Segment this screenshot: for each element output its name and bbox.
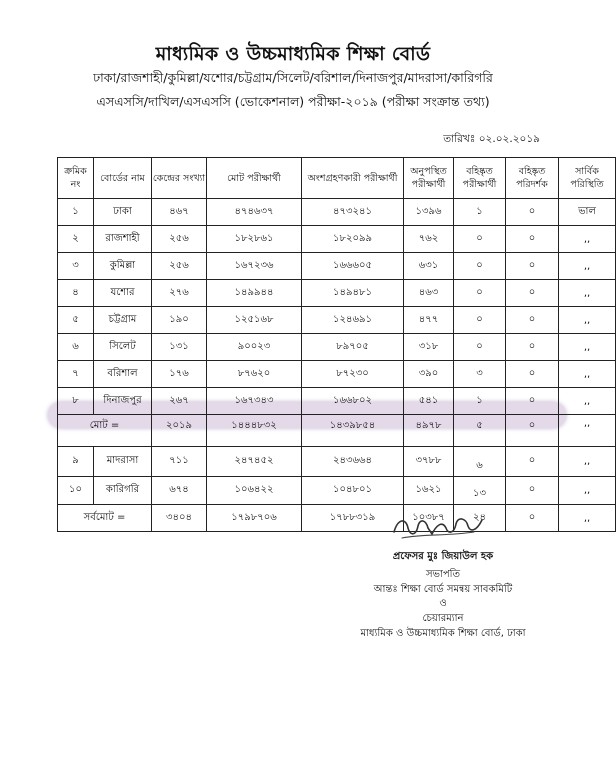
grand-absent: ১০৩৮৭ — [404, 505, 454, 532]
cell-board: বরিশাল — [94, 361, 152, 388]
grand-expelled: ২৪ — [454, 505, 506, 532]
cell-participants: ২৪৩৬৬৪ — [302, 447, 404, 477]
total-participants: ১৪৩৯৮৫৪ — [302, 415, 404, 447]
exam-stats-table — [57, 157, 616, 532]
cell-centers: ৪৬৭ — [152, 199, 207, 226]
cell-centers: ২৭৬ — [152, 280, 207, 307]
cell-participants: ১৬৬৬০৫ — [302, 253, 404, 280]
cell-serial: ৮ — [58, 388, 94, 415]
total-label: মোট = — [58, 415, 152, 447]
table-row — [58, 253, 616, 280]
cell-serial: ৫ — [58, 307, 94, 334]
cell-inspectors: ০ — [506, 388, 559, 415]
cell-board: যশোর — [94, 280, 152, 307]
document-date: তারিখঃ ০২.০২.২০১৯ — [443, 133, 540, 145]
cell-status: ,, — [559, 307, 616, 334]
cell-serial: ১০ — [58, 477, 94, 505]
cell-centers: ১৯০ — [152, 307, 207, 334]
cell-serial: ৯ — [58, 447, 94, 477]
grand-total-label: সর্বমোট = — [58, 505, 152, 532]
col-header-expelled-examinees: বহিষ্কৃত পরীক্ষার্থী — [454, 158, 506, 199]
exam-line: এসএসসি/দাখিল/এসএসসি (ভোকেশনাল) পরীক্ষা-২০১৯ (পরীক্ষা সংক্রান্ত তথ্য) — [96, 94, 490, 109]
cell-participants: ১০৪৮০১ — [302, 477, 404, 505]
total-status: ,, — [559, 415, 616, 447]
cell-status: ,, — [559, 226, 616, 253]
col-header-board: বোর্ডের নাম — [94, 158, 152, 199]
cell-status: ,, — [559, 447, 616, 477]
cell-serial: ৭ — [58, 361, 94, 388]
cell-serial: ২ — [58, 226, 94, 253]
cell-board: চট্টগ্রাম — [94, 307, 152, 334]
table-header-row — [58, 158, 616, 199]
table-row — [58, 361, 616, 388]
cell-status: ,, — [559, 388, 616, 415]
cell-centers: ১৩১ — [152, 334, 207, 361]
cell-status: ,, — [559, 477, 616, 505]
cell-examinees: ২৪৭৪৫২ — [207, 447, 302, 477]
cell-expelled: ৩ — [454, 361, 506, 388]
signatory-role-3: চেয়ারম্যান — [422, 613, 464, 624]
grand-inspectors: ০ — [506, 505, 559, 532]
cell-expelled: ৬ — [454, 447, 506, 477]
cell-centers: ৬৭৪ — [152, 477, 207, 505]
cell-board: সিলেট — [94, 334, 152, 361]
cell-absent: ১৬২১ — [404, 477, 454, 505]
cell-board: মাদরাসা — [94, 447, 152, 477]
cell-serial: ৩ — [58, 253, 94, 280]
cell-expelled: ০ — [454, 253, 506, 280]
cell-absent: ৩১৮ — [404, 334, 454, 361]
grand-examinees: ১৭৯৮৭০৬ — [207, 505, 302, 532]
cell-examinees: ১২৫১৬৮ — [207, 307, 302, 334]
cell-inspectors: ০ — [506, 280, 559, 307]
cell-examinees: ১০৬৪২২ — [207, 477, 302, 505]
table-row — [58, 307, 616, 334]
cell-participants: ৮৭২৩০ — [302, 361, 404, 388]
cell-examinees: ৮৭৬২০ — [207, 361, 302, 388]
cell-status: ভাল — [559, 199, 616, 226]
col-header-examinees: মোট পরীক্ষার্থী — [207, 158, 302, 199]
cell-board: কুমিল্লা — [94, 253, 152, 280]
boards-line: ঢাকা/রাজশাহী/কুমিল্লা/যশোর/চট্টগ্রাম/সিলেট/বরিশাল/দিনাজপুর/মাদরাসা/কারিগরি — [93, 70, 493, 85]
signatory-name: প্রফেসর মুঃ জিয়াউল হক — [392, 551, 494, 562]
cell-examinees: ১৮২৮৬১ — [207, 226, 302, 253]
total-centers: ২০১৯ — [152, 415, 207, 447]
cell-expelled: ১ — [454, 388, 506, 415]
cell-participants: ১৮২০৯৯ — [302, 226, 404, 253]
table-row — [58, 199, 616, 226]
signatory-role-4: মাধ্যমিক ও উচ্চমাধ্যমিক শিক্ষা বোর্ড, ঢাকা — [360, 628, 526, 639]
cell-absent: ৪৬৩ — [404, 280, 454, 307]
cell-inspectors: ০ — [506, 334, 559, 361]
col-header-participants: অংশগ্রহণকারী পরীক্ষার্থী — [302, 158, 404, 199]
cell-centers: ৭১১ — [152, 447, 207, 477]
cell-status: ,, — [559, 334, 616, 361]
col-header-overall-status: সার্বিক পরিস্থিতি — [559, 158, 616, 199]
table-row — [58, 280, 616, 307]
total-row — [58, 415, 616, 447]
cell-expelled: ১৩ — [454, 477, 506, 505]
cell-absent: ৫৪১ — [404, 388, 454, 415]
cell-inspectors: ০ — [506, 307, 559, 334]
document-title: মাধ্যমিক ও উচ্চমাধ্যমিক শিক্ষা বোর্ড — [155, 43, 431, 65]
cell-centers: ২৬৭ — [152, 388, 207, 415]
cell-expelled: ১ — [454, 199, 506, 226]
cell-expelled: ০ — [454, 334, 506, 361]
cell-expelled: ০ — [454, 280, 506, 307]
cell-status: ,, — [559, 280, 616, 307]
cell-serial: ৪ — [58, 280, 94, 307]
total-expelled: ৫ — [454, 415, 506, 447]
table-row — [58, 388, 616, 415]
cell-board: রাজশাহী — [94, 226, 152, 253]
cell-inspectors: ০ — [506, 361, 559, 388]
cell-centers: ২৫৬ — [152, 253, 207, 280]
cell-absent: ৩৯০ — [404, 361, 454, 388]
cell-absent: ৭৬২ — [404, 226, 454, 253]
cell-inspectors: ০ — [506, 226, 559, 253]
col-header-centers: কেন্দ্রের সংখ্যা — [152, 158, 207, 199]
cell-status: ,, — [559, 361, 616, 388]
cell-expelled: ০ — [454, 226, 506, 253]
grand-status: ,, — [559, 505, 616, 532]
cell-absent: ৩৭৮৮ — [404, 447, 454, 477]
cell-board: দিনাজপুর — [94, 388, 152, 415]
cell-board: ঢাকা — [94, 199, 152, 226]
cell-examinees: ১৬৭২৩৬ — [207, 253, 302, 280]
cell-board: কারিগরি — [94, 477, 152, 505]
total-examinees: ১৪৪৪৮৩২ — [207, 415, 302, 447]
cell-inspectors: ০ — [506, 199, 559, 226]
cell-participants: ৮৯৭০৫ — [302, 334, 404, 361]
cell-inspectors: ০ — [506, 253, 559, 280]
handwritten-signature — [388, 510, 488, 544]
cell-participants: ৪৭৩২৪১ — [302, 199, 404, 226]
grand-participants: ১৭৮৮৩১৯ — [302, 505, 404, 532]
signatory-conjunction: ও — [439, 598, 447, 609]
table-row-karigori — [58, 477, 616, 505]
cell-absent: ৪৭৭ — [404, 307, 454, 334]
signatory-role-2: আন্তঃ শিক্ষা বোর্ড সমন্বয় সাবকমিটি — [373, 584, 513, 595]
cell-participants: ১২৪৬৯১ — [302, 307, 404, 334]
cell-status: ,, — [559, 253, 616, 280]
total-inspectors: ০ — [506, 415, 559, 447]
grand-centers: ৩৪০৪ — [152, 505, 207, 532]
cell-absent: ৬৩১ — [404, 253, 454, 280]
cell-participants: ১৪৯৪৮১ — [302, 280, 404, 307]
cell-absent: ১৩৯৬ — [404, 199, 454, 226]
cell-serial: ৬ — [58, 334, 94, 361]
table-row — [58, 334, 616, 361]
cell-expelled: ০ — [454, 307, 506, 334]
total-absent: ৪৯৭৮ — [404, 415, 454, 447]
cell-examinees: ১৪৯৯৪৪ — [207, 280, 302, 307]
cell-centers: ২৫৬ — [152, 226, 207, 253]
grand-total-row — [58, 505, 616, 532]
cell-examinees: ৪৭৪৬৩৭ — [207, 199, 302, 226]
cell-serial: ১ — [58, 199, 94, 226]
cell-inspectors: ০ — [506, 477, 559, 505]
cell-examinees: ৯০০২৩ — [207, 334, 302, 361]
cell-centers: ১৭৬ — [152, 361, 207, 388]
col-header-absent: অনুপস্থিত পরীক্ষার্থী — [404, 158, 454, 199]
signatory-role-1: সভাপতি — [425, 569, 461, 580]
col-header-serial: ক্রমিক নং — [58, 158, 94, 199]
table-row-madrasa — [58, 447, 616, 477]
table-row — [58, 226, 616, 253]
cell-participants: ১৬৬৮০২ — [302, 388, 404, 415]
col-header-expelled-inspectors: বহিষ্কৃত পরিদর্শক — [506, 158, 559, 199]
cell-examinees: ১৬৭৩৪৩ — [207, 388, 302, 415]
cell-inspectors: ০ — [506, 447, 559, 477]
